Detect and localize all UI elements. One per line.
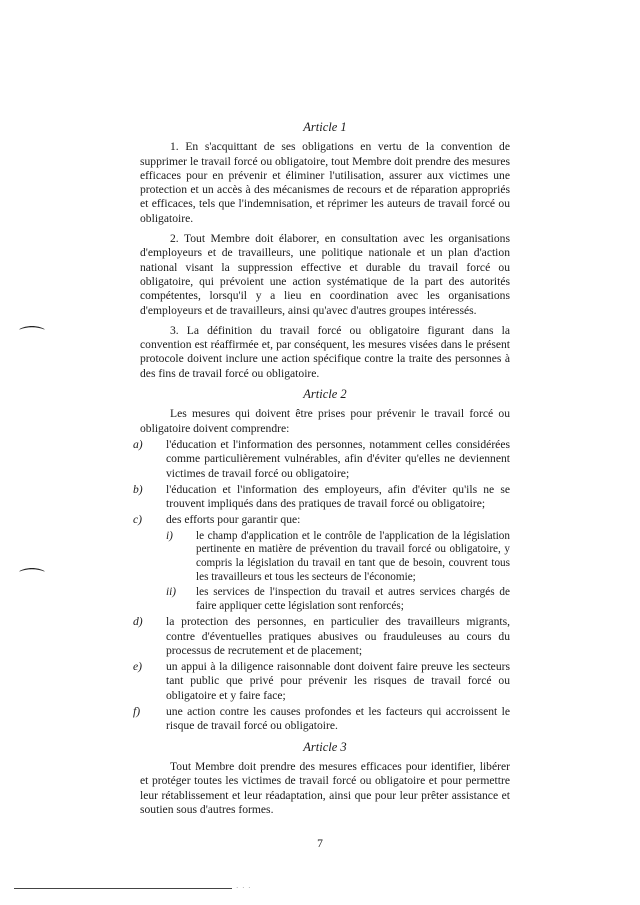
list-item-e <box>133 660 510 703</box>
binder-hole-mark: ⌒ <box>19 326 45 348</box>
article-1-paragraph-3: 3. La définition du travail forcé ou obligatoire figurant dans la convention est réaffirmée et, par conséquent, les mesures visées dans le présent protocole doivent inclure une action spécifique contre la traite des personnes à des fins de travail forcé ou obligatoire. <box>140 323 510 380</box>
list-item-c <box>133 513 510 527</box>
footer-rule-dots: · · · <box>236 884 252 892</box>
list-item-text: l'éducation et l'information des employeurs, afin d'éviter qu'ils ne se trouvent impliqués dans des pratiques de travail forcé ou obligatoire; <box>166 482 510 511</box>
article-2-intro: Les mesures qui doivent être prises pour prévenir le travail forcé ou obligatoire doivent comprendre: <box>140 407 510 435</box>
list-item-text: un appui à la diligence raisonnable dont doivent faire preuve les secteurs tant public que privé pour prévenir les risques de travail forcé ou obligatoire et y faire face; <box>166 660 510 702</box>
article-2-heading: Article 2 <box>303 387 347 402</box>
list-item-text: des efforts pour garantir que: <box>166 513 301 527</box>
list-item-text: la protection des personnes, en particulier des travailleurs migrants, contre d'éventuelles pratiques abusives ou frauduleuses au cours du processus de recrutement et de placement; <box>166 615 510 657</box>
list-marker: e) <box>133 660 143 674</box>
list-item-b <box>133 482 510 512</box>
page-number: 7 <box>317 837 323 850</box>
list-marker: b) <box>133 482 143 496</box>
sub-list <box>140 530 510 614</box>
list-item-text: l'éducation et l'information des personnes, notamment celles considérées comme particulièrement vulnérables, afin d'éviter qu'elles ne deviennent victimes de travail forcé ou obligatoire; <box>166 437 510 480</box>
list-marker: d) <box>133 615 143 629</box>
sub-list-item-i <box>166 530 510 584</box>
article-1-paragraph-2: 2. Tout Membre doit élaborer, en consultation avec les organisations d'employeurs et de travailleurs, une politique nationale et un plan d'action national visant la suppression effective et durable du travail forcé ou obligatoire, qui prévoient une action systématique de la part des autorités compétentes, lorsqu'il y a lieu en coordination avec les organisations d'employeurs et de travailleurs, ainsi qu'avec d'autres groupes intéressés. <box>140 232 510 317</box>
sub-list-item-text: les services de l'inspection du travail et autres services chargés de faire appliquer cette législation sont renforcés; <box>196 586 510 612</box>
article-1-heading: Article 1 <box>303 120 347 134</box>
footer-rule <box>14 888 232 889</box>
list-item-f <box>133 705 510 734</box>
sub-list-item-ii <box>166 586 510 613</box>
document-body <box>133 118 510 823</box>
article-3-heading: Article 3 <box>303 739 347 754</box>
article-3-paragraph-1: Tout Membre doit prendre des mesures efficaces pour identifier, libérer et protéger toutes les victimes de travail forcé ou obligatoire et pour permettre leur rétablissement et leur réadaptation, ainsi que pour leur prêter assistance et soutien sous d'autres formes. <box>140 759 510 816</box>
binder-hole-mark: ⌒ <box>19 568 45 590</box>
list-marker: a) <box>133 437 143 451</box>
list-item-d <box>133 615 510 658</box>
article-1-paragraph-1: 1. En s'acquittant de ses obligations en vertu de la convention de supprimer le travail forcé ou obligatoire, tout Membre doit prendre des mesures efficaces pour en prévenir et éliminer l'utilisation, assurer aux victimes une protection et un accès à des mécanismes de recours et de réparation appropriés et efficaces, tels que l'indemnisation, et réprimer les auteurs de travail forcé ou obligatoire. <box>140 140 510 225</box>
sub-list-marker: i) <box>166 529 173 542</box>
sub-list-item-text: le champ d'application et le contrôle de l'application de la législation pertinente en matière de prévention du travail forcé ou obligatoire, y compris la législation du travail en tant que de besoin, couvrent tous les travailleurs et tous les secteurs de l'économie; <box>196 529 510 583</box>
list-marker: c) <box>133 513 143 527</box>
list-item-a <box>133 437 510 481</box>
list-item-text: une action contre les causes profondes et les facteurs qui accroissent le risque de travail forcé ou obligatoire. <box>166 705 510 733</box>
list-marker: f) <box>133 705 141 719</box>
sub-list-marker: ii) <box>166 586 176 599</box>
